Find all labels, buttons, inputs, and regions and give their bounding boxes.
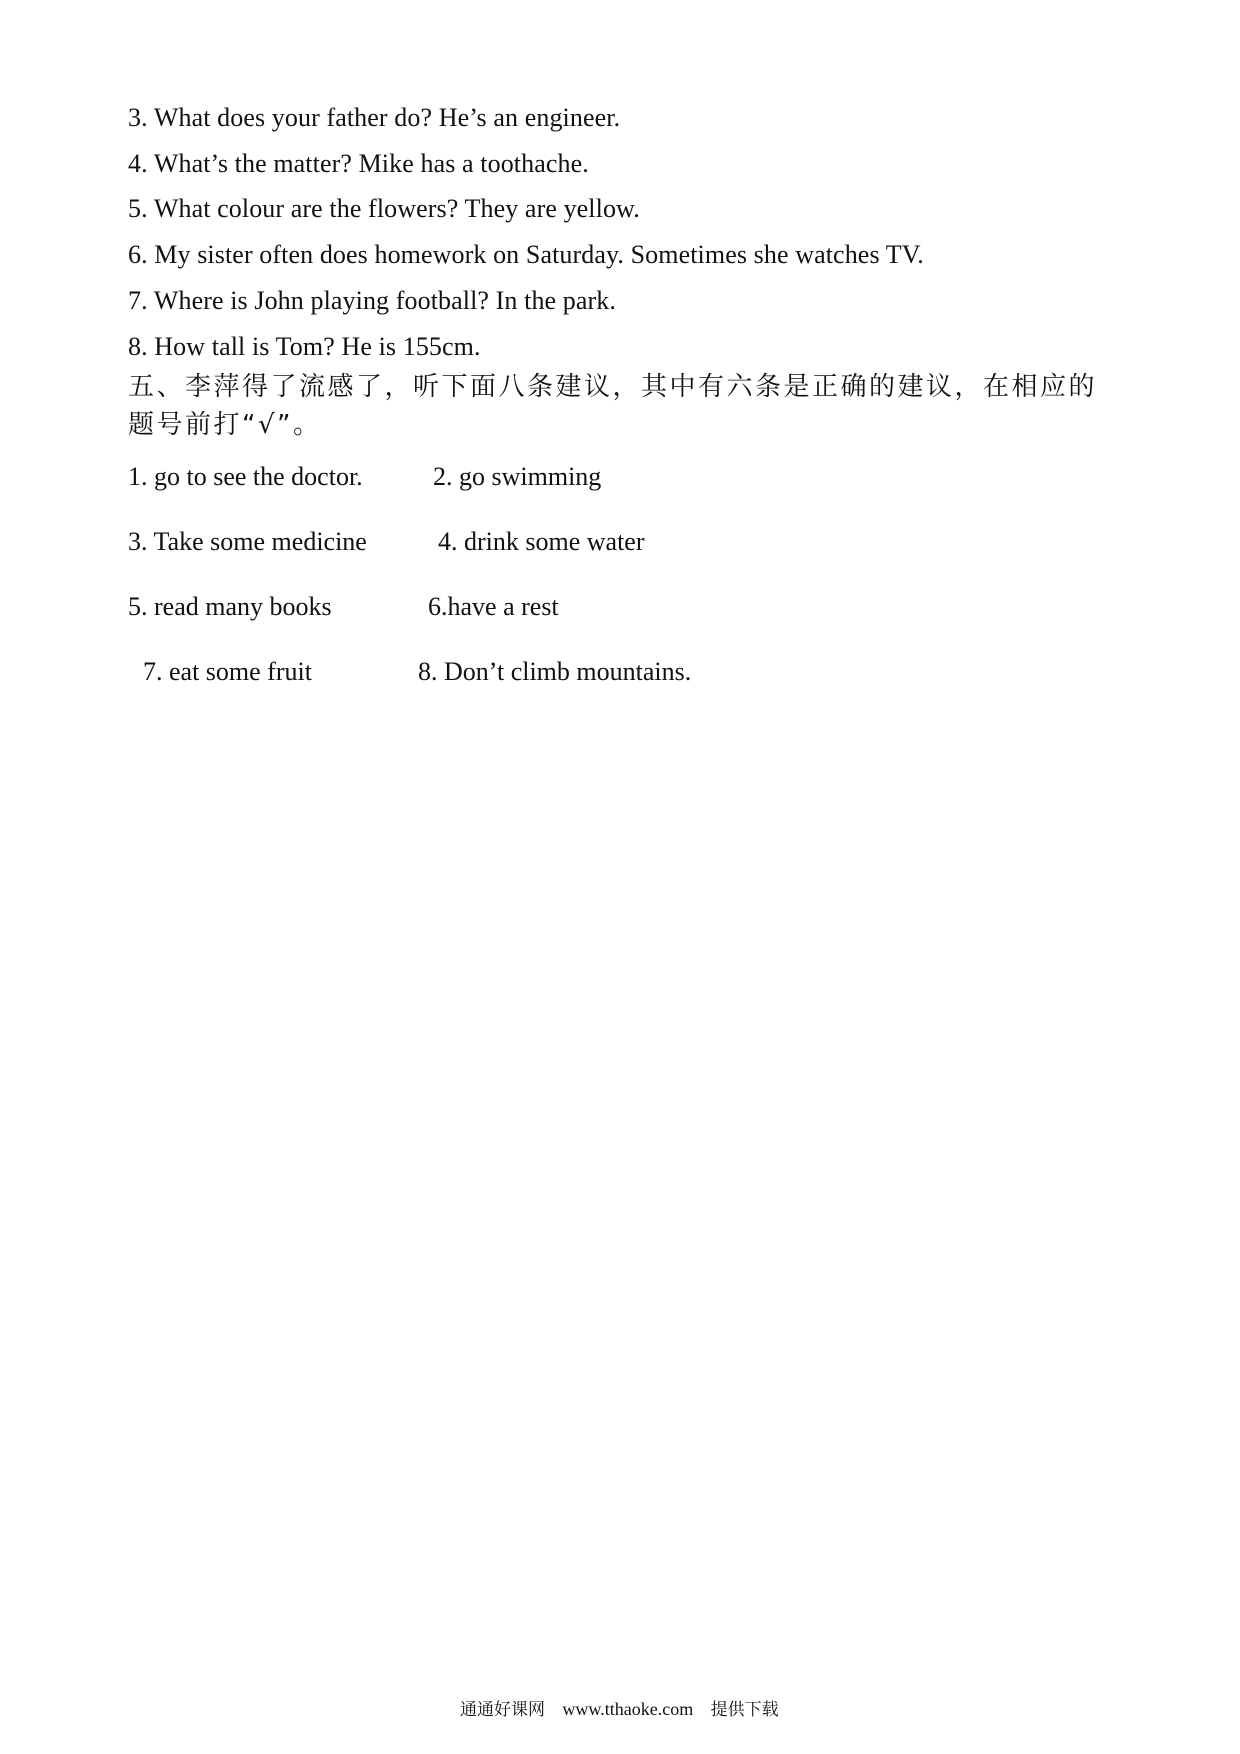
page-footer	[460, 1698, 791, 1721]
advice-option-2: 2. go swimming	[433, 462, 602, 491]
question-8: 8. How tall is Tom? He is 155cm.	[128, 332, 481, 361]
question-3: 3. What does your father do? He’s an engineer.	[128, 103, 621, 132]
footer-suffix: 提供下载	[710, 1700, 779, 1720]
advice-option-8: 8. Don’t climb mountains.	[418, 657, 692, 686]
advice-option-5: 5. read many books	[128, 592, 332, 621]
section-5-heading-line-2: 题号前打“√”。	[128, 410, 322, 440]
advice-option-7: 7. eat some fruit	[143, 657, 312, 686]
question-6: 6. My sister often does homework on Saturday. Sometimes she watches TV.	[128, 240, 924, 269]
advice-option-1: 1. go to see the doctor.	[128, 462, 363, 491]
question-4: 4. What’s the matter? Mike has a toothache.	[128, 149, 589, 178]
question-5: 5. What colour are the flowers? They are yellow.	[128, 194, 640, 223]
section-5-heading-line-1: 五、李萍得了流感了，听下面八条建议，其中有六条是正确的建议，在相应的	[128, 372, 1098, 402]
footer-url[interactable]: www.tthaoke.com	[562, 1699, 694, 1719]
advice-option-6: 6.have a rest	[428, 592, 559, 621]
advice-option-3: 3. Take some medicine	[128, 527, 367, 556]
question-7: 7. Where is John playing football? In the park.	[128, 286, 616, 315]
footer-site-name: 通通好课网	[460, 1700, 545, 1720]
advice-option-4: 4. drink some water	[438, 527, 645, 556]
